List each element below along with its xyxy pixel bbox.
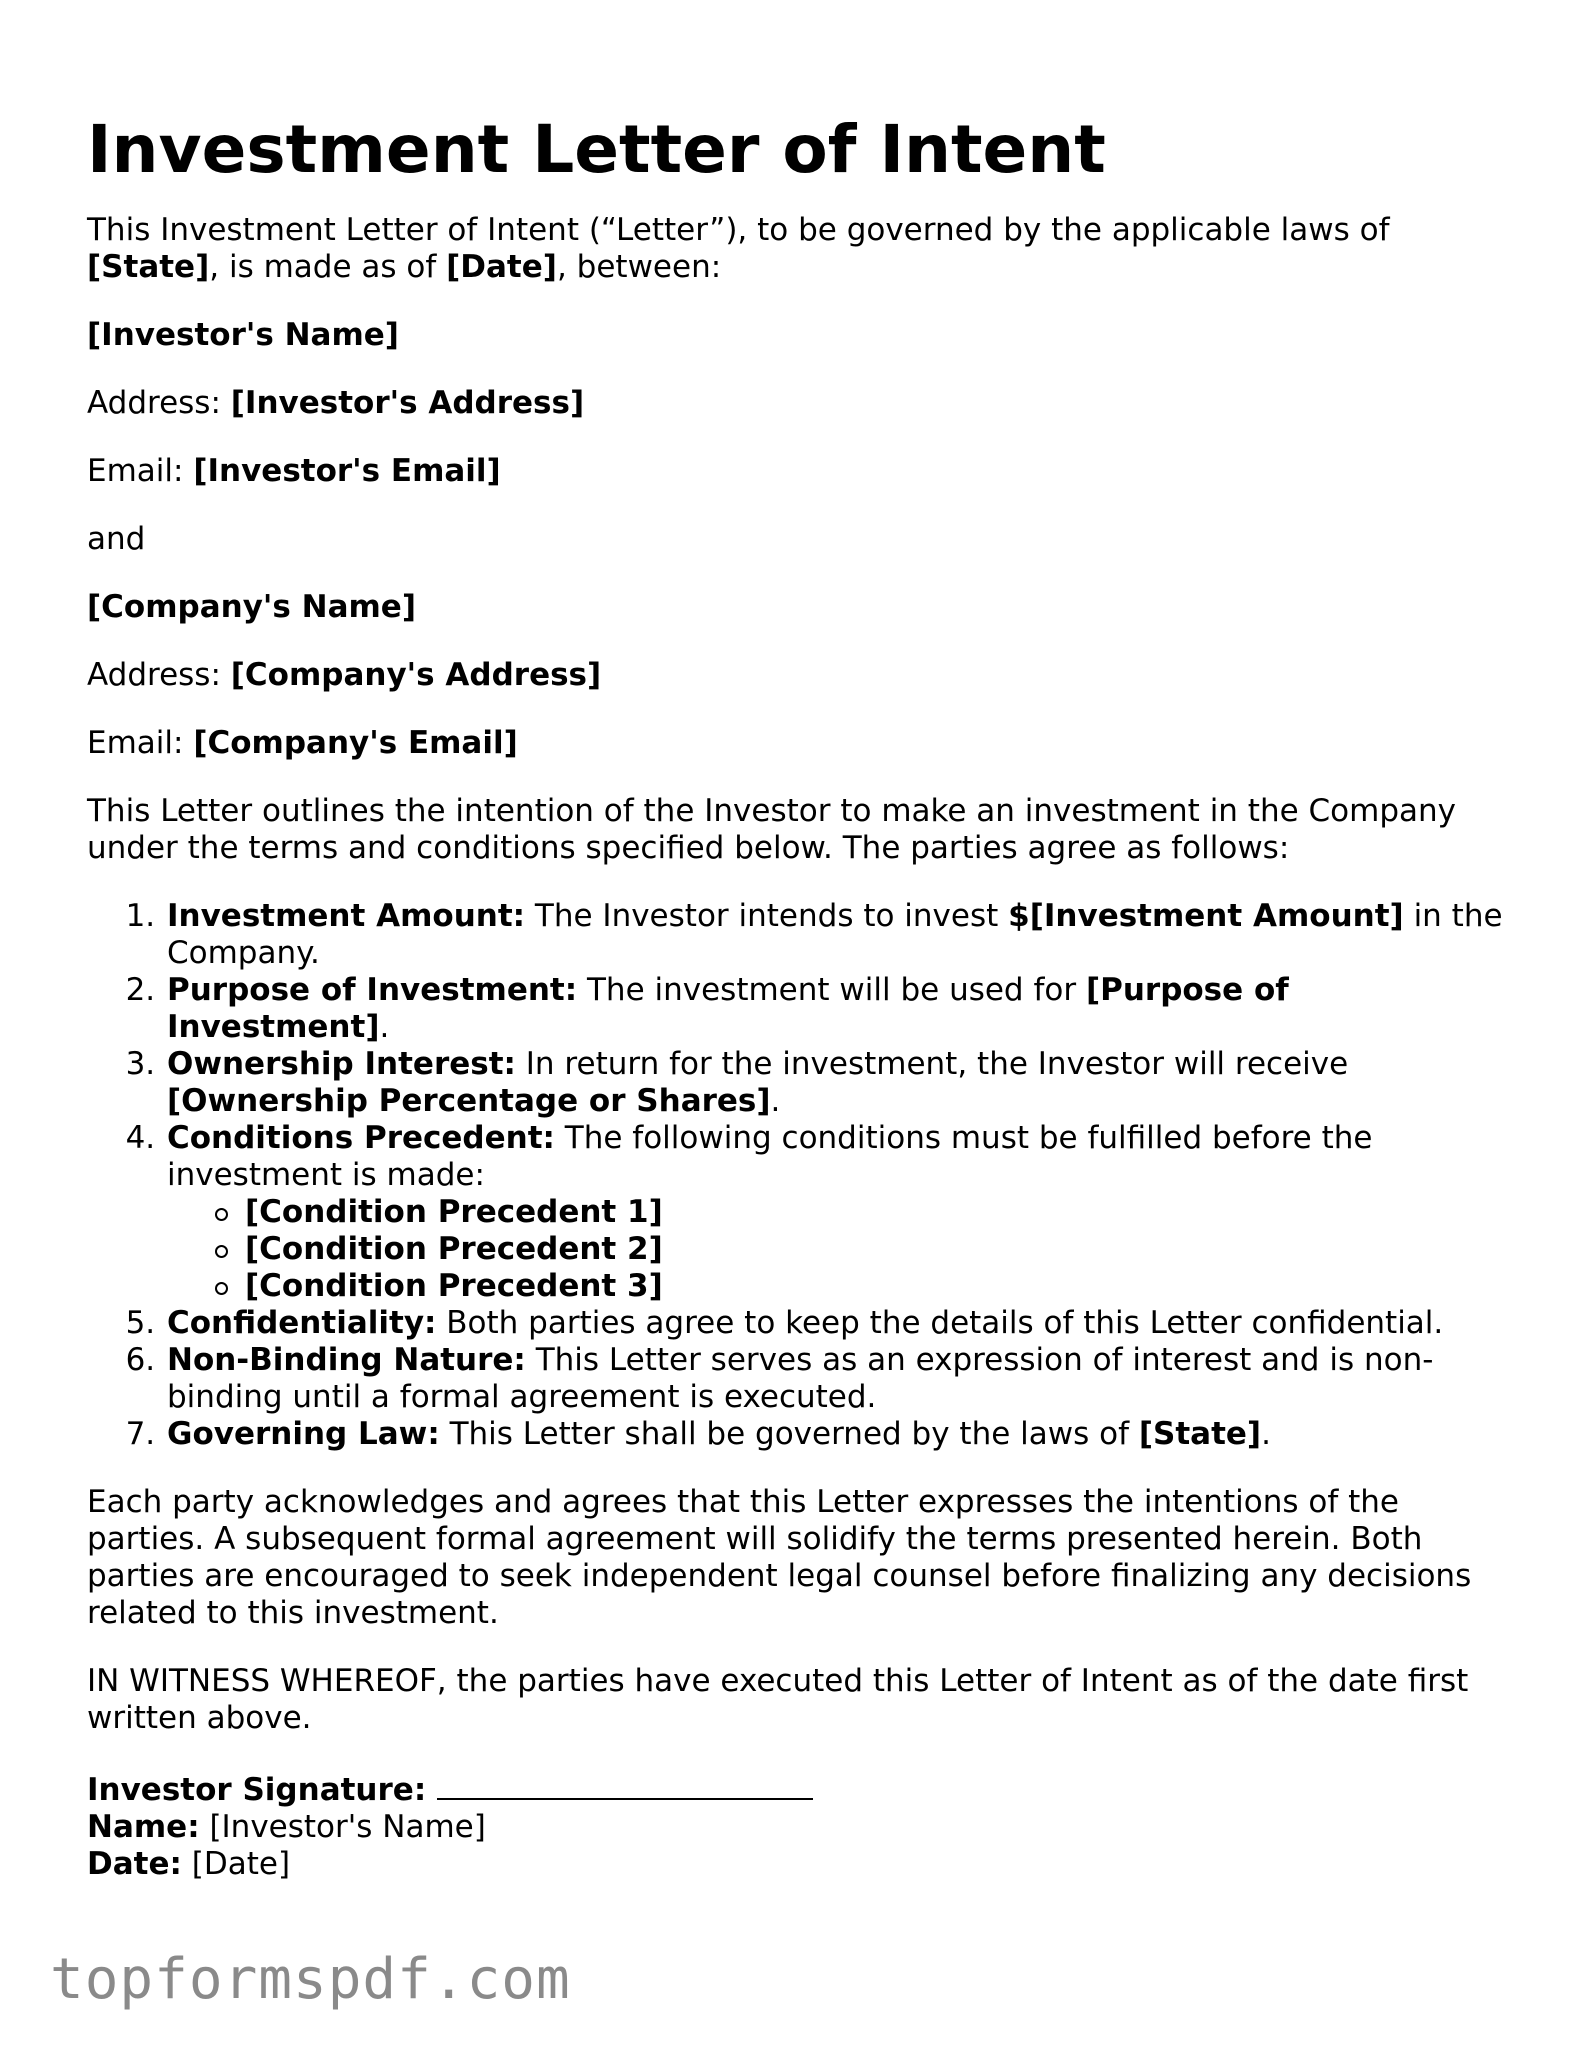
intro-text-3: , between: xyxy=(556,249,722,285)
signature-date-row xyxy=(87,1846,1517,1883)
term-purpose xyxy=(165,972,1517,1046)
condition-item xyxy=(245,1268,1517,1305)
investor-address xyxy=(87,385,1517,422)
investor-address-value: [Investor's Address] xyxy=(230,385,585,421)
term-value: $[Investment Amount] xyxy=(1008,898,1404,934)
investor-email-label: Email: xyxy=(87,453,194,489)
term-investment-amount xyxy=(165,898,1517,972)
term-text: The investment will be used for xyxy=(577,972,1086,1008)
signature-name-value: [Investor's Name] xyxy=(199,1809,486,1845)
term-conditions-precedent xyxy=(165,1120,1517,1305)
term-governing-law xyxy=(165,1416,1517,1453)
signature-line-row xyxy=(87,1768,1517,1809)
intro-text-2: , is made as of xyxy=(209,249,447,285)
company-email xyxy=(87,725,1517,762)
term-text: in the Company. xyxy=(167,898,1503,971)
term-text: This Letter shall be governed by the laws of xyxy=(439,1416,1139,1452)
company-email-label: Email: xyxy=(87,725,194,761)
outline-paragraph: This Letter outlines the intention of the Investor to make an investment in the Company under the terms and conditions specified below. The parties agree as follows: xyxy=(87,793,1457,866)
company-email-value: [Company's Email] xyxy=(193,725,518,761)
term-text: . xyxy=(770,1083,781,1119)
signature-date-value: [Date] xyxy=(181,1846,291,1882)
intro-state: [State] xyxy=(87,249,210,285)
company-name xyxy=(87,589,1517,626)
condition-item xyxy=(245,1194,1517,1231)
term-heading: Non-Binding Nature: xyxy=(167,1342,526,1378)
condition-text: [Condition Precedent 2] xyxy=(245,1231,663,1267)
condition-text: [Condition Precedent 3] xyxy=(245,1268,663,1304)
document-title: Investment Letter of Intent xyxy=(87,111,1106,188)
watermark: topformspdf.com xyxy=(50,1947,571,2012)
signature-name-row xyxy=(87,1809,1517,1846)
term-text: In return for the investment, the Investor will receive xyxy=(515,1046,1349,1082)
company-address-label: Address: xyxy=(87,657,231,693)
signature-date-label: Date: xyxy=(87,1846,182,1882)
term-value: [State] xyxy=(1138,1416,1262,1452)
term-heading: Purpose of Investment: xyxy=(167,972,578,1008)
term-heading: Conditions Precedent: xyxy=(167,1120,555,1156)
signature-field[interactable] xyxy=(437,1768,813,1800)
investor-email xyxy=(87,453,1517,490)
term-text: The Investor intends to invest xyxy=(525,898,1009,934)
term-heading: Ownership Interest: xyxy=(167,1046,516,1082)
investor-email-value: [Investor's Email] xyxy=(193,453,501,489)
company-name-value: [Company's Name] xyxy=(87,589,416,625)
term-heading: Confidentiality: xyxy=(167,1305,437,1341)
investor-name-value: [Investor's Name] xyxy=(87,317,399,353)
document-page xyxy=(87,100,1517,1883)
signature-name-label: Name: xyxy=(87,1809,200,1845)
company-address-value: [Company's Address] xyxy=(230,657,602,693)
term-text: . xyxy=(379,1009,390,1045)
and-text: and xyxy=(87,521,146,557)
investor-address-label: Address: xyxy=(87,385,231,421)
term-text: The following conditions must be fulfilled before the investment is made: xyxy=(167,1120,1373,1193)
term-heading: Investment Amount: xyxy=(167,898,526,934)
term-text: . xyxy=(1261,1416,1271,1452)
acknowledgement-paragraph: Each party acknowledges and agrees that this Letter expresses the intentions of the parties. A subsequent formal agreement will solidify the terms presented herein. Both parties are encouraged to seek independent legal counsel before finalizing any decisions related to this investment. xyxy=(87,1484,1472,1631)
conditions-list xyxy=(167,1194,1517,1305)
intro-text-1: This Investment Letter of Intent (“Letter”), to be governed by the applicable laws of xyxy=(87,212,1390,248)
condition-item xyxy=(245,1231,1517,1268)
term-value: [Ownership Percentage or Shares] xyxy=(167,1083,771,1119)
condition-text: [Condition Precedent 1] xyxy=(245,1194,663,1230)
term-confidentiality xyxy=(165,1305,1517,1342)
term-non-binding xyxy=(165,1342,1517,1416)
company-address xyxy=(87,657,1517,694)
term-value: [Purpose of Investment] xyxy=(167,972,1289,1045)
signature-label: Investor Signature: xyxy=(87,1772,438,1808)
term-text: This Letter serves as an expression of interest and is non-binding until a formal agreement is executed. xyxy=(167,1342,1434,1415)
intro-date: [Date] xyxy=(446,249,557,285)
witness-paragraph: IN WITNESS WHEREOF, the parties have executed this Letter of Intent as of the date first written above. xyxy=(87,1663,1469,1736)
term-ownership xyxy=(165,1046,1517,1120)
signature-block xyxy=(87,1768,1517,1883)
term-heading: Governing Law: xyxy=(167,1416,440,1452)
terms-list xyxy=(87,898,1517,1453)
term-text: Both parties agree to keep the details of this Letter confidential. xyxy=(436,1305,1444,1341)
investor-name xyxy=(87,317,1517,354)
intro-paragraph xyxy=(87,212,1517,286)
